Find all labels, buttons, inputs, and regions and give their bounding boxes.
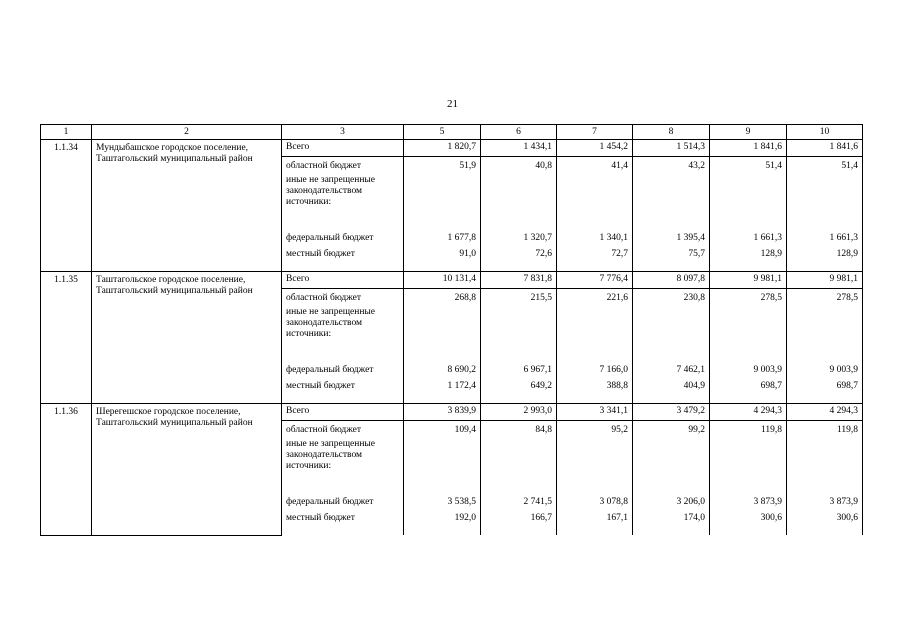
value-text: 6 967,1 xyxy=(523,365,552,375)
value-text: 8 690,2 xyxy=(447,365,476,375)
header-cell: 2 xyxy=(92,125,282,140)
value-text: 9 981,1 xyxy=(829,274,858,284)
value-cell xyxy=(787,379,863,404)
value-cell xyxy=(404,289,481,306)
row-label: областной бюджет xyxy=(286,161,362,171)
value-text: 3 479,2 xyxy=(676,406,705,416)
value-text xyxy=(633,173,709,175)
value-text: 119,8 xyxy=(836,425,858,435)
value-cell xyxy=(710,495,787,511)
value-cell xyxy=(481,511,557,535)
value-cell xyxy=(481,272,557,289)
settlement-name: Шерегешское городское поселение, Таштагольский муниципальный район xyxy=(92,404,282,536)
value-text: 72,6 xyxy=(535,249,552,259)
value-cell xyxy=(404,404,481,421)
value-cell xyxy=(633,379,710,404)
row-label: федеральный бюджет xyxy=(286,497,374,507)
row-label: Всего xyxy=(286,274,310,284)
value-text: 1 172,4 xyxy=(447,381,476,391)
value-cell xyxy=(633,140,710,157)
value-cell xyxy=(404,247,481,272)
value-text: 9 981,1 xyxy=(753,274,782,284)
value-text xyxy=(633,437,709,439)
value-text: 2 741,5 xyxy=(523,497,552,507)
value-cell xyxy=(481,379,557,404)
value-cell xyxy=(404,305,481,363)
label-cell xyxy=(282,157,404,174)
value-cell xyxy=(557,272,633,289)
value-text: 3 538,5 xyxy=(447,497,476,507)
value-text: 3 873,9 xyxy=(829,497,858,507)
value-text: 1 434,1 xyxy=(523,142,552,152)
value-text: 72,7 xyxy=(611,249,628,259)
value-text xyxy=(710,437,786,439)
value-cell xyxy=(633,495,710,511)
value-cell xyxy=(787,437,863,495)
value-text: 7 166,0 xyxy=(599,365,628,375)
value-cell xyxy=(633,363,710,379)
row-label: местный бюджет xyxy=(286,513,355,523)
value-text xyxy=(404,173,480,175)
value-cell xyxy=(710,157,787,174)
header-cell: 7 xyxy=(557,125,633,140)
value-cell xyxy=(481,404,557,421)
value-text: 9 003,9 xyxy=(753,365,782,375)
value-cell xyxy=(557,363,633,379)
value-text xyxy=(481,173,556,175)
value-cell xyxy=(481,173,557,231)
value-cell xyxy=(404,495,481,511)
value-text: 278,5 xyxy=(760,293,782,303)
value-text: 1 661,3 xyxy=(829,233,858,243)
label-cell xyxy=(282,247,404,272)
value-text xyxy=(404,437,480,439)
value-text: 2 993,0 xyxy=(523,406,552,416)
value-cell xyxy=(710,511,787,535)
value-cell xyxy=(710,305,787,363)
value-text: 1 841,6 xyxy=(753,142,782,152)
value-text: 1 841,6 xyxy=(829,142,858,152)
table-row xyxy=(41,272,863,289)
label-cell xyxy=(282,511,404,535)
label-cell xyxy=(282,140,404,157)
item-code: 1.1.36 xyxy=(41,404,92,536)
value-text: 3 341,1 xyxy=(599,406,628,416)
value-cell xyxy=(404,437,481,495)
value-text xyxy=(404,305,480,307)
value-text: 4 294,3 xyxy=(829,406,858,416)
value-text: 698,7 xyxy=(836,381,858,391)
value-text: 41,4 xyxy=(611,161,628,171)
value-cell xyxy=(787,404,863,421)
value-cell xyxy=(787,140,863,157)
value-cell xyxy=(633,511,710,535)
value-text: 51,4 xyxy=(841,161,858,171)
value-text: 3 873,9 xyxy=(753,497,782,507)
value-cell xyxy=(557,495,633,511)
value-text: 3 839,9 xyxy=(447,406,476,416)
value-text: 215,5 xyxy=(530,293,552,303)
value-text: 230,8 xyxy=(683,293,705,303)
value-text: 698,7 xyxy=(760,381,782,391)
label-cell xyxy=(282,289,404,306)
value-text: 1 320,7 xyxy=(523,233,552,243)
header-cell: 10 xyxy=(787,125,863,140)
value-text: 84,8 xyxy=(535,425,552,435)
value-cell xyxy=(710,173,787,231)
table-row xyxy=(41,140,863,157)
row-label: областной бюджет xyxy=(286,293,362,303)
value-cell xyxy=(633,231,710,247)
label-cell xyxy=(282,495,404,511)
value-text: 1 395,4 xyxy=(676,233,705,243)
value-text xyxy=(787,437,862,439)
value-text xyxy=(787,305,862,307)
value-cell xyxy=(481,140,557,157)
value-cell xyxy=(404,379,481,404)
value-cell xyxy=(557,289,633,306)
value-cell xyxy=(404,272,481,289)
value-cell xyxy=(787,231,863,247)
value-text xyxy=(710,173,786,175)
value-cell xyxy=(710,289,787,306)
value-text: 10 131,4 xyxy=(442,274,476,284)
value-cell xyxy=(710,231,787,247)
value-cell xyxy=(710,404,787,421)
label-cell xyxy=(282,305,404,363)
value-cell xyxy=(787,157,863,174)
value-text xyxy=(481,437,556,439)
value-cell xyxy=(557,421,633,438)
value-cell xyxy=(557,379,633,404)
value-text: 4 294,3 xyxy=(753,406,782,416)
row-label: федеральный бюджет xyxy=(286,365,374,375)
value-text: 404,9 xyxy=(683,381,705,391)
row-label: местный бюджет xyxy=(286,381,355,391)
budget-table xyxy=(40,124,863,536)
value-text: 75,7 xyxy=(688,249,705,259)
value-text: 8 097,8 xyxy=(676,274,705,284)
row-label: местный бюджет xyxy=(286,249,355,259)
value-cell xyxy=(633,289,710,306)
value-cell xyxy=(633,404,710,421)
value-text: 7 776,4 xyxy=(599,274,628,284)
settlement-name: Таштагольское городское поселение, Таштагольский муниципальный район xyxy=(92,272,282,404)
value-text: 119,8 xyxy=(760,425,782,435)
value-cell xyxy=(481,289,557,306)
value-text: 40,8 xyxy=(535,161,552,171)
value-text: 109,4 xyxy=(454,425,476,435)
value-cell xyxy=(557,140,633,157)
label-cell xyxy=(282,363,404,379)
value-text: 174,0 xyxy=(683,513,705,523)
value-cell xyxy=(404,231,481,247)
value-text: 268,8 xyxy=(454,293,476,303)
row-label: федеральный бюджет xyxy=(286,233,374,243)
value-text: 1 454,2 xyxy=(599,142,628,152)
value-cell xyxy=(404,421,481,438)
value-text: 300,6 xyxy=(836,513,858,523)
value-cell xyxy=(633,421,710,438)
value-cell xyxy=(481,421,557,438)
value-cell xyxy=(557,511,633,535)
value-cell xyxy=(787,495,863,511)
header-cell: 9 xyxy=(710,125,787,140)
value-cell xyxy=(404,363,481,379)
value-cell xyxy=(710,140,787,157)
header-cell: 3 xyxy=(282,125,404,140)
value-cell xyxy=(557,231,633,247)
row-label: Всего xyxy=(286,142,310,152)
value-text: 192,0 xyxy=(454,513,476,523)
value-text: 1 340,1 xyxy=(599,233,628,243)
header-cell: 1 xyxy=(41,125,92,140)
value-cell xyxy=(787,289,863,306)
row-label: Всего xyxy=(286,406,310,416)
value-cell xyxy=(557,404,633,421)
row-label: иные не запрещенные законодательством источники: xyxy=(286,439,376,471)
value-text xyxy=(557,173,632,175)
value-cell xyxy=(404,157,481,174)
label-cell xyxy=(282,437,404,495)
header-row xyxy=(41,125,863,140)
value-cell xyxy=(787,511,863,535)
value-text: 91,0 xyxy=(459,249,476,259)
value-cell xyxy=(787,363,863,379)
value-text: 221,6 xyxy=(606,293,628,303)
value-cell xyxy=(633,173,710,231)
value-text: 3 206,0 xyxy=(676,497,705,507)
value-text: 1 514,3 xyxy=(676,142,705,152)
value-cell xyxy=(633,247,710,272)
value-cell xyxy=(481,231,557,247)
row-label: областной бюджет xyxy=(286,425,362,435)
value-text xyxy=(557,437,632,439)
header-cell: 6 xyxy=(481,125,557,140)
value-cell xyxy=(787,173,863,231)
value-cell xyxy=(710,421,787,438)
value-cell xyxy=(481,305,557,363)
value-cell xyxy=(404,173,481,231)
value-text: 388,8 xyxy=(606,381,628,391)
value-cell xyxy=(787,247,863,272)
value-text: 51,9 xyxy=(459,161,476,171)
value-cell xyxy=(481,437,557,495)
value-cell xyxy=(710,363,787,379)
settlement-name: Мундыбашское городское поселение, Таштагольский муниципальный район xyxy=(92,140,282,272)
value-cell xyxy=(787,272,863,289)
value-text: 166,7 xyxy=(530,513,552,523)
value-text xyxy=(710,305,786,307)
value-text: 128,9 xyxy=(760,249,782,259)
value-cell xyxy=(557,247,633,272)
value-text: 128,9 xyxy=(836,249,858,259)
value-cell xyxy=(633,157,710,174)
value-cell xyxy=(557,173,633,231)
value-cell xyxy=(557,157,633,174)
value-cell xyxy=(710,379,787,404)
value-text xyxy=(633,305,709,307)
value-cell xyxy=(633,272,710,289)
value-cell xyxy=(557,437,633,495)
value-text: 3 078,8 xyxy=(599,497,628,507)
value-cell xyxy=(710,272,787,289)
header-cell: 5 xyxy=(404,125,481,140)
label-cell xyxy=(282,379,404,404)
value-cell xyxy=(710,247,787,272)
value-text: 167,1 xyxy=(606,513,628,523)
item-code: 1.1.34 xyxy=(41,140,92,272)
page-number: 21 xyxy=(447,98,458,110)
value-text: 649,2 xyxy=(530,381,552,391)
value-cell xyxy=(404,511,481,535)
label-cell xyxy=(282,173,404,231)
value-text: 99,2 xyxy=(688,425,705,435)
value-cell xyxy=(633,437,710,495)
value-text: 95,2 xyxy=(611,425,628,435)
header-cell: 8 xyxy=(633,125,710,140)
value-cell xyxy=(787,305,863,363)
value-cell xyxy=(481,363,557,379)
value-text xyxy=(557,305,632,307)
value-text: 278,5 xyxy=(836,293,858,303)
value-cell xyxy=(404,140,481,157)
value-cell xyxy=(481,157,557,174)
value-text: 1 661,3 xyxy=(753,233,782,243)
value-text: 7 462,1 xyxy=(676,365,705,375)
value-text: 43,2 xyxy=(688,161,705,171)
value-text: 1 677,8 xyxy=(447,233,476,243)
value-text: 51,4 xyxy=(765,161,782,171)
label-cell xyxy=(282,404,404,421)
label-cell xyxy=(282,231,404,247)
value-cell xyxy=(787,421,863,438)
value-text: 300,6 xyxy=(760,513,782,523)
value-text: 9 003,9 xyxy=(829,365,858,375)
value-text: 7 831,8 xyxy=(523,274,552,284)
value-text xyxy=(787,173,862,175)
value-cell xyxy=(481,247,557,272)
label-cell xyxy=(282,272,404,289)
value-cell xyxy=(481,495,557,511)
value-cell xyxy=(710,437,787,495)
item-code: 1.1.35 xyxy=(41,272,92,404)
label-cell xyxy=(282,421,404,438)
value-text: 1 820,7 xyxy=(447,142,476,152)
row-label: иные не запрещенные законодательством источники: xyxy=(286,307,376,339)
table-row xyxy=(41,404,863,421)
value-cell xyxy=(557,305,633,363)
value-text xyxy=(481,305,556,307)
row-label: иные не запрещенные законодательством источники: xyxy=(286,175,376,207)
value-cell xyxy=(633,305,710,363)
